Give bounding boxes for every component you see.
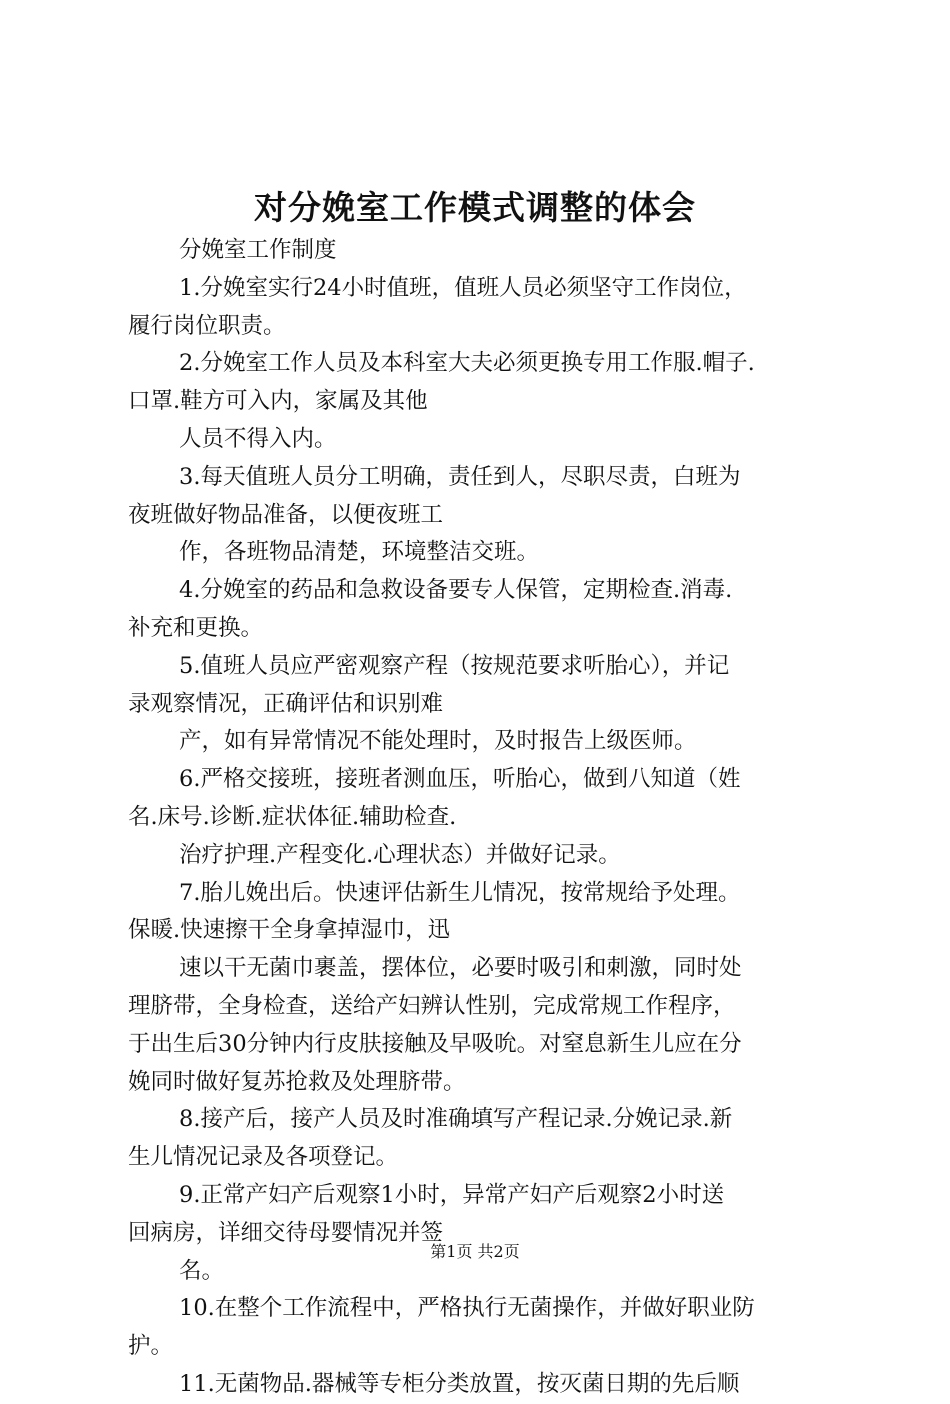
paragraph-line: 1.分娩室实行24小时值班，值班人员必须坚守工作岗位， [179, 274, 747, 301]
paragraph-line: 11.无菌物品.器械等专柜分类放置，按灭菌日期的先后顺 [179, 1370, 740, 1397]
paragraph-line: 人员不得入内。 [179, 425, 337, 452]
paragraph-line: 名。 [179, 1257, 225, 1284]
paragraph-line: 9.正常产妇产后观察1小时，异常产妇产后观察2小时送 [179, 1181, 725, 1208]
paragraph-line: 分娩室工作制度 [179, 237, 337, 263]
paragraph-line: 7.胎儿娩出后。快速评估新生儿情况，按常规给予处理。 [179, 879, 741, 906]
paragraph-line: 录观察情况，正确评估和识别难 [128, 690, 444, 717]
paragraph-line: 2.分娩室工作人员及本科室大夫必须更换专用工作服.帽子. [179, 350, 755, 377]
paragraph-line: 作，各班物品清楚，环境整洁交班。 [179, 539, 540, 566]
paragraph-line: 6.严格交接班，接班者测血压，听胎心，做到八知道（姓 [179, 766, 741, 793]
page-number-footer: 第1页 共2页 [430, 1242, 520, 1261]
paragraph-line: 回病房，详细交待母婴情况并签 [128, 1219, 444, 1246]
document-body [128, 232, 828, 1404]
paragraph-line: 名.床号.诊断.症状体征.辅助检查. [128, 803, 457, 830]
paragraph-line: 补充和更换。 [128, 614, 264, 641]
paragraph-line: 娩同时做好复苏抢救及处理脐带。 [128, 1068, 466, 1095]
paragraph-line: 治疗护理.产程变化.心理状态）并做好记录。 [179, 841, 621, 868]
paragraph-line: 护。 [128, 1333, 174, 1360]
paragraph-line: 生儿情况记录及各项登记。 [128, 1144, 399, 1171]
document-title: 对分娩室工作模式调整的体会 [254, 188, 696, 227]
paragraph-line: 4.分娩室的药品和急救设备要专人保管，定期检查.消毒. [179, 577, 733, 604]
paragraph-line: 口罩.鞋方可入内，家属及其他 [128, 388, 428, 415]
paragraph-line: 夜班做好物品准备，以便夜班工 [128, 501, 444, 528]
paragraph-line: 3.每天值班人员分工明确，责任到人，尽职尽责，白班为 [179, 463, 741, 490]
paragraph-line: 8.接产后，接产人员及时准确填写产程记录.分娩记录.新 [179, 1106, 733, 1133]
paragraph-line: 速以干无菌巾裹盖，摆体位，必要时吸引和刺激，同时处 [179, 955, 742, 982]
paragraph-line: 保暖.快速擦干全身拿掉湿巾，迅 [128, 917, 451, 944]
paragraph-line: 产，如有异常情况不能处理时，及时报告上级医师。 [179, 728, 697, 755]
paragraph-line: 于出生后30分钟内行皮肤接触及早吸吮。对窒息新生儿应在分 [128, 1030, 742, 1057]
paragraph-line: 5.值班人员应严密观察产程（按规范要求听胎心），并记 [179, 652, 730, 679]
paragraph-line: 10.在整个工作流程中，严格执行无菌操作，并做好职业防 [179, 1295, 755, 1322]
paragraph-line: 履行岗位职责。 [128, 312, 286, 339]
paragraph-line: 理脐带，全身检查，送给产妇辨认性别，完成常规工作程序， [128, 992, 736, 1019]
